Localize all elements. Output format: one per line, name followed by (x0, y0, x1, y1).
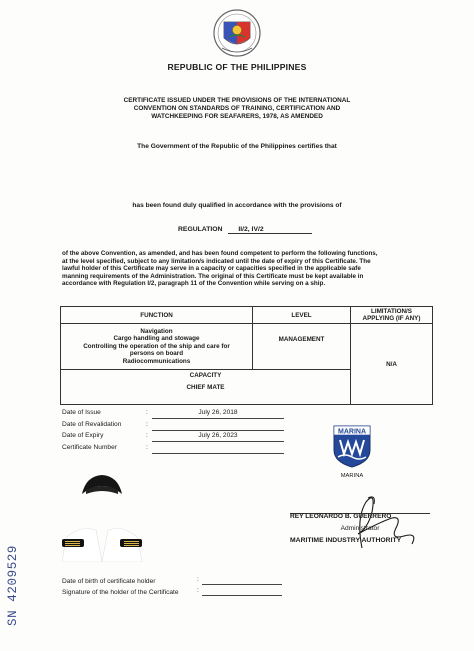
limitation-cell: N/A (351, 324, 433, 405)
philippine-seal-icon (212, 8, 262, 58)
holder-signature-line (202, 594, 282, 596)
marina-caption: MARINA (340, 473, 364, 479)
function-item: Controlling the operation of the ship and care for (83, 342, 230, 350)
date-value: July 26, 2018 (152, 409, 284, 419)
date-colon: : (146, 443, 148, 451)
functions-table (60, 306, 433, 405)
competence-paragraph (62, 250, 424, 288)
capacity-label: CAPACITY (189, 372, 222, 379)
signatory-title: Administrator (340, 525, 380, 532)
signature-colon: : (197, 587, 199, 594)
date-colon: : (146, 432, 148, 439)
left-epaulette-icon (62, 539, 84, 547)
date-label: Date of Issue (62, 409, 101, 416)
limitations-header-line: APPLYING (IF ANY) (362, 315, 421, 322)
function-list-cell (61, 324, 253, 370)
date-label: Certificate Number (62, 443, 117, 451)
holder-photo (56, 472, 148, 562)
regulation-line (178, 226, 312, 234)
right-epaulette-icon (120, 539, 142, 547)
function-header: FUNCTION (61, 307, 253, 324)
function-item: Cargo handling and stowage (113, 335, 200, 343)
date-value (152, 421, 284, 431)
marina-logo-text: MARINA (338, 428, 366, 436)
function-item: Navigation (140, 327, 173, 335)
certifies-statement: The Government of the Republic of the Philippines certifies that (137, 143, 337, 150)
paragraph-line: lawful holder of this Certificate may serve in a capacity or capacities specified in the applicable safe (62, 265, 361, 273)
birth-date-line (202, 583, 282, 585)
paragraph-line: of the above Convention, as amended, and has been found competent to perform the following functions, (62, 250, 378, 257)
limitations-header (351, 307, 433, 324)
date-value (152, 444, 284, 454)
paragraph-line: accordance with Regulation I/2, paragraph 11 of the Convention while serving on a ship. (62, 280, 326, 288)
date-label: Date of Revalidation (62, 420, 122, 428)
date-colon: : (146, 409, 148, 416)
holder-signature-label: Signature of the holder of the Certificate (62, 589, 179, 596)
paragraph-line: manning requirements of the Administration. The original of this Certificate must be kept available in (62, 272, 364, 280)
date-colon: : (146, 420, 148, 428)
intro-line: CONVENTION ON STANDARDS OF TRAINING, CERTIFICATION AND (133, 105, 341, 113)
regulation-label: REGULATION (178, 226, 223, 233)
level-header: LEVEL (253, 307, 351, 324)
limitations-header-line: LIMITATION/S (370, 308, 413, 315)
intro-line: WATCHKEEPING FOR SEAFARERS, 1978, AS AMENDED (151, 113, 323, 121)
date-value: July 26, 2023 (152, 432, 284, 442)
function-item: persons on board (129, 350, 184, 358)
holder-block (62, 576, 179, 598)
birth-colon: : (197, 576, 199, 583)
capacity-cell (61, 370, 351, 405)
certificate-intro (100, 97, 374, 122)
capacity-value: CHIEF MATE (186, 384, 225, 391)
signatory-agency: MARITIME INDUSTRY AUTHORITY (290, 537, 402, 544)
regulation-value: II/2, IV/2 (228, 226, 312, 234)
country-title: REPUBLIC OF THE PHILIPPINES (167, 62, 307, 72)
signatory-name: REY LEONARDO B. GUERRERO (290, 513, 392, 520)
birth-date-label: Date of birth of certificate holder (62, 578, 156, 585)
serial-number: SN 4209529 (6, 544, 20, 626)
marina-logo-icon (332, 424, 372, 468)
intro-line: CERTIFICATE ISSUED UNDER THE PROVISIONS OF THE INTERNATIONAL (123, 97, 351, 104)
paragraph-line: at the level specified, subject to any limitation/s indicated until the date of expiry of this Certificate. The (62, 257, 371, 265)
administrator-signature (332, 488, 428, 556)
function-item: Radiocommunications (122, 357, 191, 365)
date-label: Date of Expiry (62, 432, 104, 439)
level-cell: MANAGEMENT (253, 324, 351, 370)
qualified-statement: has been found duly qualified in accordance with the provisions of (132, 202, 342, 209)
